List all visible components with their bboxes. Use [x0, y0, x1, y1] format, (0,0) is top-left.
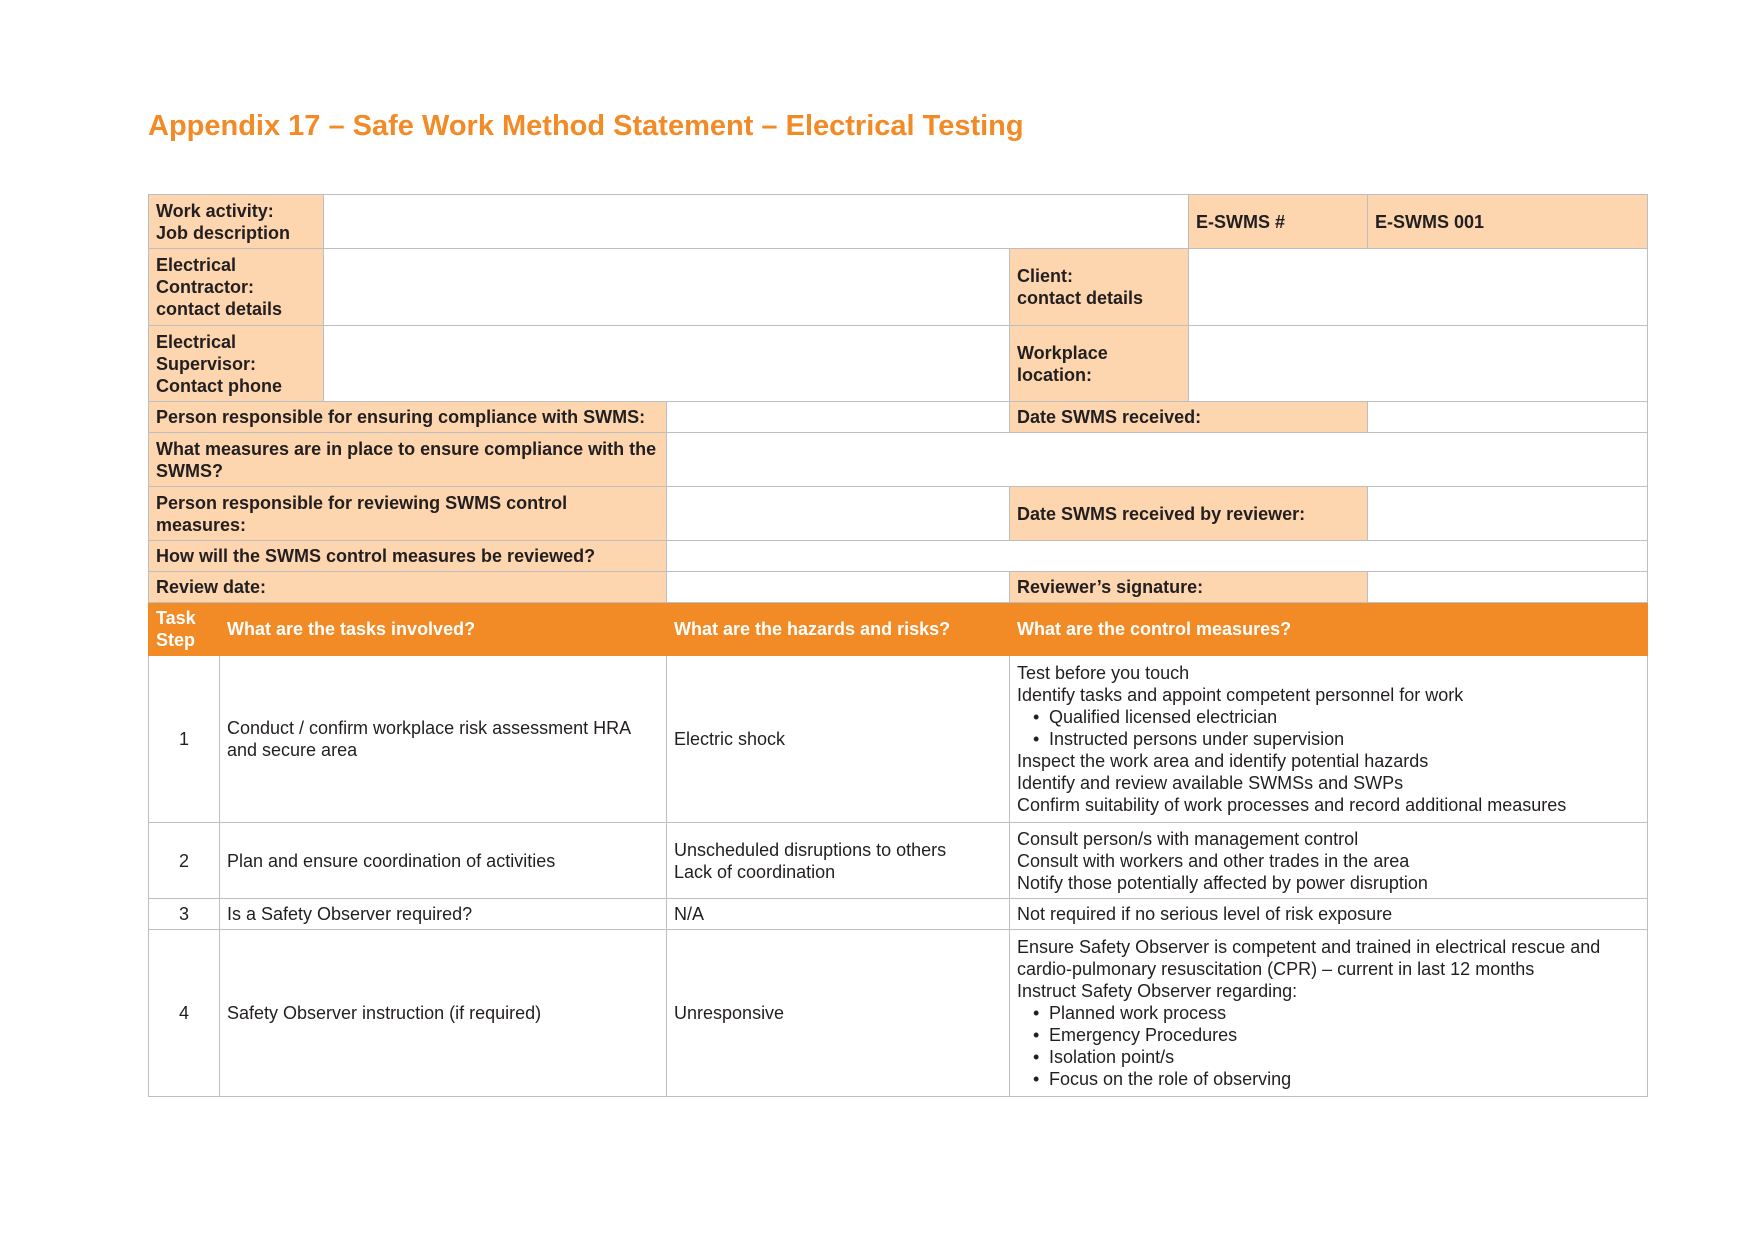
control-item: Identify tasks and appoint competent personnel for work: [1017, 685, 1464, 705]
row-person-compliance: [149, 402, 1648, 433]
table-row: [149, 930, 1648, 1097]
control-item: Ensure Safety Observer is competent and trained in electrical rescue and cardio-pulmonary resuscitation (CPR) – current in last 12 months: [1017, 937, 1601, 979]
step-number: 2: [149, 823, 220, 899]
column-header-row: [149, 603, 1648, 656]
person-compliance-label: Person responsible for ensuring compliance with SWMS:: [149, 402, 667, 433]
reviewer-signature-field[interactable]: [1368, 572, 1648, 603]
table-row: [149, 656, 1648, 823]
step-number: 4: [149, 930, 220, 1097]
step-number: 1: [149, 656, 220, 823]
date-received-reviewer-field[interactable]: [1368, 487, 1648, 541]
date-received-reviewer-label: Date SWMS received by reviewer:: [1010, 487, 1368, 541]
control-item: Inspect the work area and identify potential hazards: [1017, 751, 1429, 771]
col-tasks: What are the tasks involved?: [220, 603, 667, 656]
person-reviewing-field[interactable]: [667, 487, 1010, 541]
hazard-cell: N/A: [667, 899, 1010, 930]
control-bullet: • Isolation point/s: [1017, 1046, 1640, 1068]
row-review-date: [149, 572, 1648, 603]
client-field[interactable]: [1189, 249, 1648, 326]
hazard-cell: Unresponsive: [667, 930, 1010, 1097]
control-item: Test before you touch: [1017, 663, 1190, 683]
client-label: Client: contact details: [1010, 249, 1189, 326]
measures-field[interactable]: [667, 433, 1648, 487]
page-title: Appendix 17 – Safe Work Method Statement – Electrical Testing: [148, 110, 1024, 142]
row-person-reviewing: [149, 487, 1648, 541]
control-item: Consult person/s with management control: [1017, 828, 1359, 849]
control-item: Instruct Safety Observer regarding:: [1017, 981, 1298, 1001]
contractor-field[interactable]: [324, 249, 1010, 326]
hazard-cell: Unscheduled disruptions to others Lack of coordination: [667, 823, 1010, 899]
control-cell: [1010, 656, 1648, 823]
control-cell: [1010, 899, 1648, 930]
hazard-cell: Electric shock: [667, 656, 1010, 823]
how-reviewed-field[interactable]: [667, 541, 1648, 572]
table-row: [149, 823, 1648, 899]
task-cell: Conduct / confirm workplace risk assessment HRA and secure area: [220, 656, 667, 823]
row-measures: [149, 433, 1648, 487]
date-received-field[interactable]: [1368, 402, 1648, 433]
control-cell: [1010, 930, 1648, 1097]
work-activity-field[interactable]: [324, 195, 1189, 249]
eswms-label: E-SWMS #: [1189, 195, 1368, 249]
review-date-field[interactable]: [667, 572, 1010, 603]
row-how-reviewed: [149, 541, 1648, 572]
task-cell: Plan and ensure coordination of activities: [220, 823, 667, 899]
table-row: [149, 899, 1648, 930]
control-item: Consult with workers and other trades in the area: [1017, 850, 1410, 871]
control-bullet: • Planned work process: [1017, 1002, 1640, 1024]
control-item: Confirm suitability of work processes and record additional measures: [1017, 795, 1567, 815]
control-item: Identify and review available SWMSs and SWPs: [1017, 773, 1404, 793]
col-controls: What are the control measures?: [1010, 603, 1648, 656]
date-received-label: Date SWMS received:: [1010, 402, 1368, 433]
col-hazards: What are the hazards and risks?: [667, 603, 1010, 656]
task-cell: Safety Observer instruction (if required): [220, 930, 667, 1097]
workplace-field[interactable]: [1189, 326, 1648, 402]
row-contractor: [149, 249, 1648, 326]
swms-table: [148, 194, 1648, 1097]
step-number: 3: [149, 899, 220, 930]
control-bullet: • Focus on the role of observing: [1017, 1068, 1640, 1090]
col-task-step: Task Step: [149, 603, 220, 656]
control-cell: [1010, 823, 1648, 899]
task-cell: Is a Safety Observer required?: [220, 899, 667, 930]
reviewer-signature-label: Reviewer’s signature:: [1010, 572, 1368, 603]
person-compliance-field[interactable]: [667, 402, 1010, 433]
control-bullet: • Instructed persons under supervision: [1017, 728, 1640, 750]
contractor-label: Electrical Contractor: contact details: [149, 249, 324, 326]
person-reviewing-label: Person responsible for reviewing SWMS control measures:: [149, 487, 667, 541]
eswms-value: E-SWMS 001: [1368, 195, 1648, 249]
supervisor-field[interactable]: [324, 326, 1010, 402]
how-reviewed-label: How will the SWMS control measures be reviewed?: [149, 541, 667, 572]
workplace-label: Workplace location:: [1010, 326, 1189, 402]
control-item: Notify those potentially affected by power disruption: [1017, 872, 1428, 893]
work-activity-label: Work activity: Job description: [149, 195, 324, 249]
control-bullet: • Emergency Procedures: [1017, 1024, 1640, 1046]
measures-label: What measures are in place to ensure compliance with the SWMS?: [149, 433, 667, 487]
control-item: Not required if no serious level of risk exposure: [1017, 904, 1393, 924]
row-work-activity: [149, 195, 1648, 249]
review-date-label: Review date:: [149, 572, 667, 603]
supervisor-label: Electrical Supervisor: Contact phone: [149, 326, 324, 402]
control-bullet: • Qualified licensed electrician: [1017, 706, 1640, 728]
row-supervisor: [149, 326, 1648, 402]
